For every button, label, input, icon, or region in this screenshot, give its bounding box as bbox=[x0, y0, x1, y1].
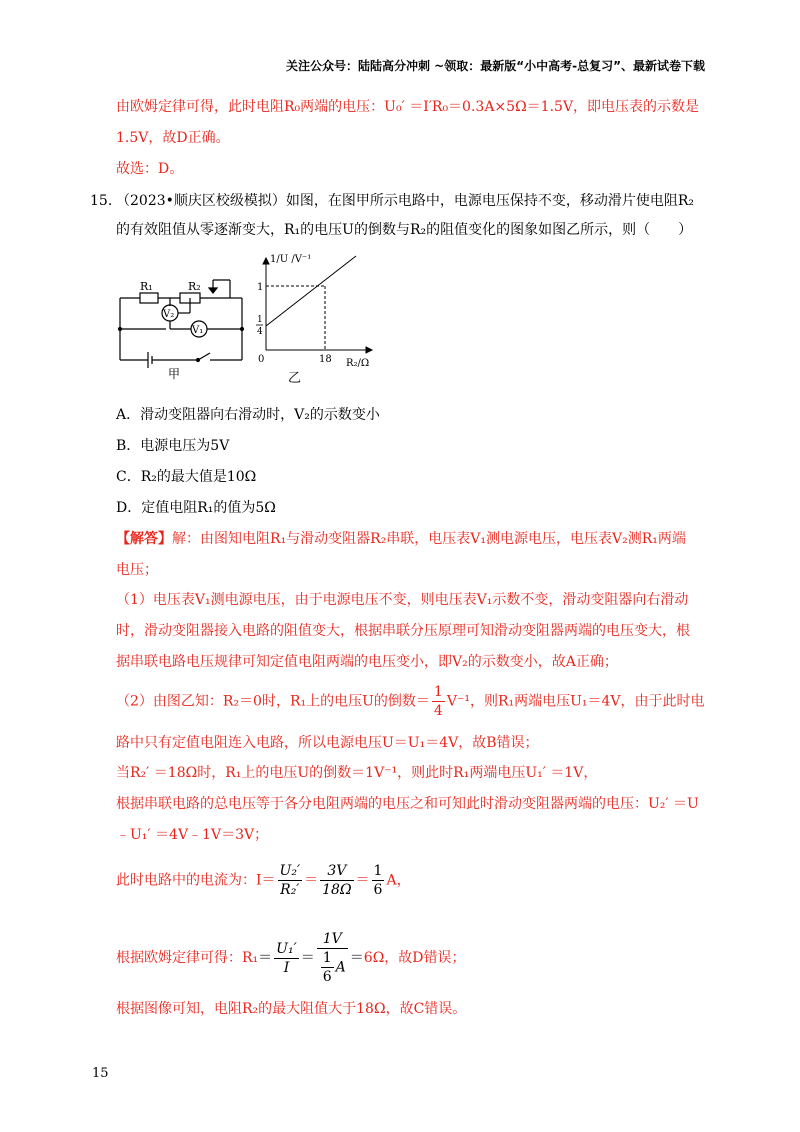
solution-line-8: 当R₂′ ＝18Ω时，R₁上的电压U的倒数＝1V⁻¹，则此时R₁两端电压U₁′ ＝1V， bbox=[116, 765, 598, 781]
solution-line-1: 【解答】解：由图知电阻R₁与滑动变阻器R₂串联，电压表V₁测电源电压，电压表V₂测R₁两端 bbox=[116, 531, 686, 547]
circuit-diagram bbox=[119, 280, 244, 368]
solution-line-11: 此时电路中的电流为：I＝ $\frac{\text{U₂′}}{\text{R₂′}}$ ＝ $\frac{3V}{18\Omega}$ ＝ $\frac{1}{6}$ A， bbox=[116, 863, 411, 898]
prev-answer: 故选：D。 bbox=[116, 161, 184, 177]
solution-line-3: （1）电压表V₁测电源电压，由于电源电压不变，则电压表V₁示数不变，滑动变阻器向右滑动 bbox=[116, 592, 689, 608]
solution-line-5: 据串联电路电压规律可知定值电阻两端的电压变小，即V₂的示数变小，故A正确； bbox=[116, 654, 618, 670]
r1-label: R₁ bbox=[140, 280, 153, 293]
v2-label: V₂ bbox=[163, 309, 175, 320]
graph bbox=[263, 256, 372, 353]
data-line bbox=[266, 256, 356, 326]
question-number: 15. bbox=[90, 193, 113, 209]
prev-line-2: 1.5V，故D正确。 bbox=[116, 130, 230, 146]
x-axis-label: R₂/Ω bbox=[346, 358, 370, 369]
switch bbox=[198, 353, 210, 360]
solution-line-13: 根据图像可知，电阻R₂的最大阻值大于18Ω，故C错误。 bbox=[116, 1001, 467, 1017]
solution-line-7: 路中只有定值电阻连入电路，所以电源电压U＝U₁＝4V，故B错误； bbox=[116, 735, 539, 751]
solution-tag: 【解答】 bbox=[116, 531, 172, 547]
v1-label: V₁ bbox=[192, 325, 204, 336]
solution-line-4: 时，滑动变阻器接入电路的阻值变大，根据串联分压原理可知滑动变阻器两端的电压变大，根 bbox=[116, 623, 690, 639]
solution-line-12: 根据欧姆定律可得：R₁＝ $\frac{\text{U₁′}}{I}$ ＝ 1V $\frac{1}{6}$ A ＝6Ω，故D错误； bbox=[116, 931, 466, 985]
solution-line-2: 电压； bbox=[116, 562, 158, 578]
y-tick-quarter-den: 4 bbox=[257, 327, 263, 337]
option-c: C．R₂的最大值是10Ω bbox=[116, 469, 257, 485]
option-a: A．滑动变阻器向右滑动时，V₂的示数变小 bbox=[116, 407, 380, 423]
question-line-1: （2023•顺庆区校级模拟）如图，在图甲所示电路中，电源电压保持不变，移动滑片使电阻R₂ bbox=[116, 193, 695, 209]
page-number: 15 bbox=[92, 1066, 109, 1081]
x-tick-18: 18 bbox=[319, 354, 332, 365]
graph-label: 乙 bbox=[288, 371, 302, 386]
r1-resistor bbox=[140, 293, 158, 303]
page-header: 关注公众号：陆陆高分冲刺 ~领取：最新版“小中高考-总复习”、最新试卷下载 bbox=[286, 59, 705, 73]
y-axis-label: 1/U /V⁻¹ bbox=[270, 254, 312, 265]
r2-label: R₂ bbox=[188, 280, 201, 293]
solution-line-6: （2）由图乙知：R₂＝0时，R₁上的电压U的倒数＝ $\frac{1}{4}$ V⁻¹，则R₁两端电压U₁＝4V，由于此时电 bbox=[116, 684, 705, 719]
solution-line-10: ﹣U₁′ ＝4V﹣1V＝3V； bbox=[116, 827, 269, 843]
y-tick-1: 1 bbox=[257, 282, 264, 293]
y-tick-quarter-num: 1 bbox=[257, 315, 263, 325]
figure bbox=[110, 250, 400, 390]
prev-line-1: 由欧姆定律可得，此时电阻R₀两端的电压：U₀′ ＝I′R₀＝0.3A×5Ω＝1.5V，即电压表的示数是 bbox=[116, 99, 700, 115]
option-b: B．电源电压为5V bbox=[116, 438, 230, 454]
solution-line-9: 根据串联电路的总电压等于各分电阻两端的电压之和可知此时滑动变阻器两端的电压：U₂′ ＝U bbox=[116, 796, 699, 812]
question-line-2: 的有效阻值从零逐渐变大，R₁的电压U的倒数与R₂的阻值变化的图象如图乙所示，则（ ） bbox=[116, 222, 693, 238]
option-d: D．定值电阻R₁的值为5Ω bbox=[116, 500, 276, 516]
circuit-label: 甲 bbox=[168, 367, 181, 381]
origin-label: 0 bbox=[258, 354, 265, 365]
